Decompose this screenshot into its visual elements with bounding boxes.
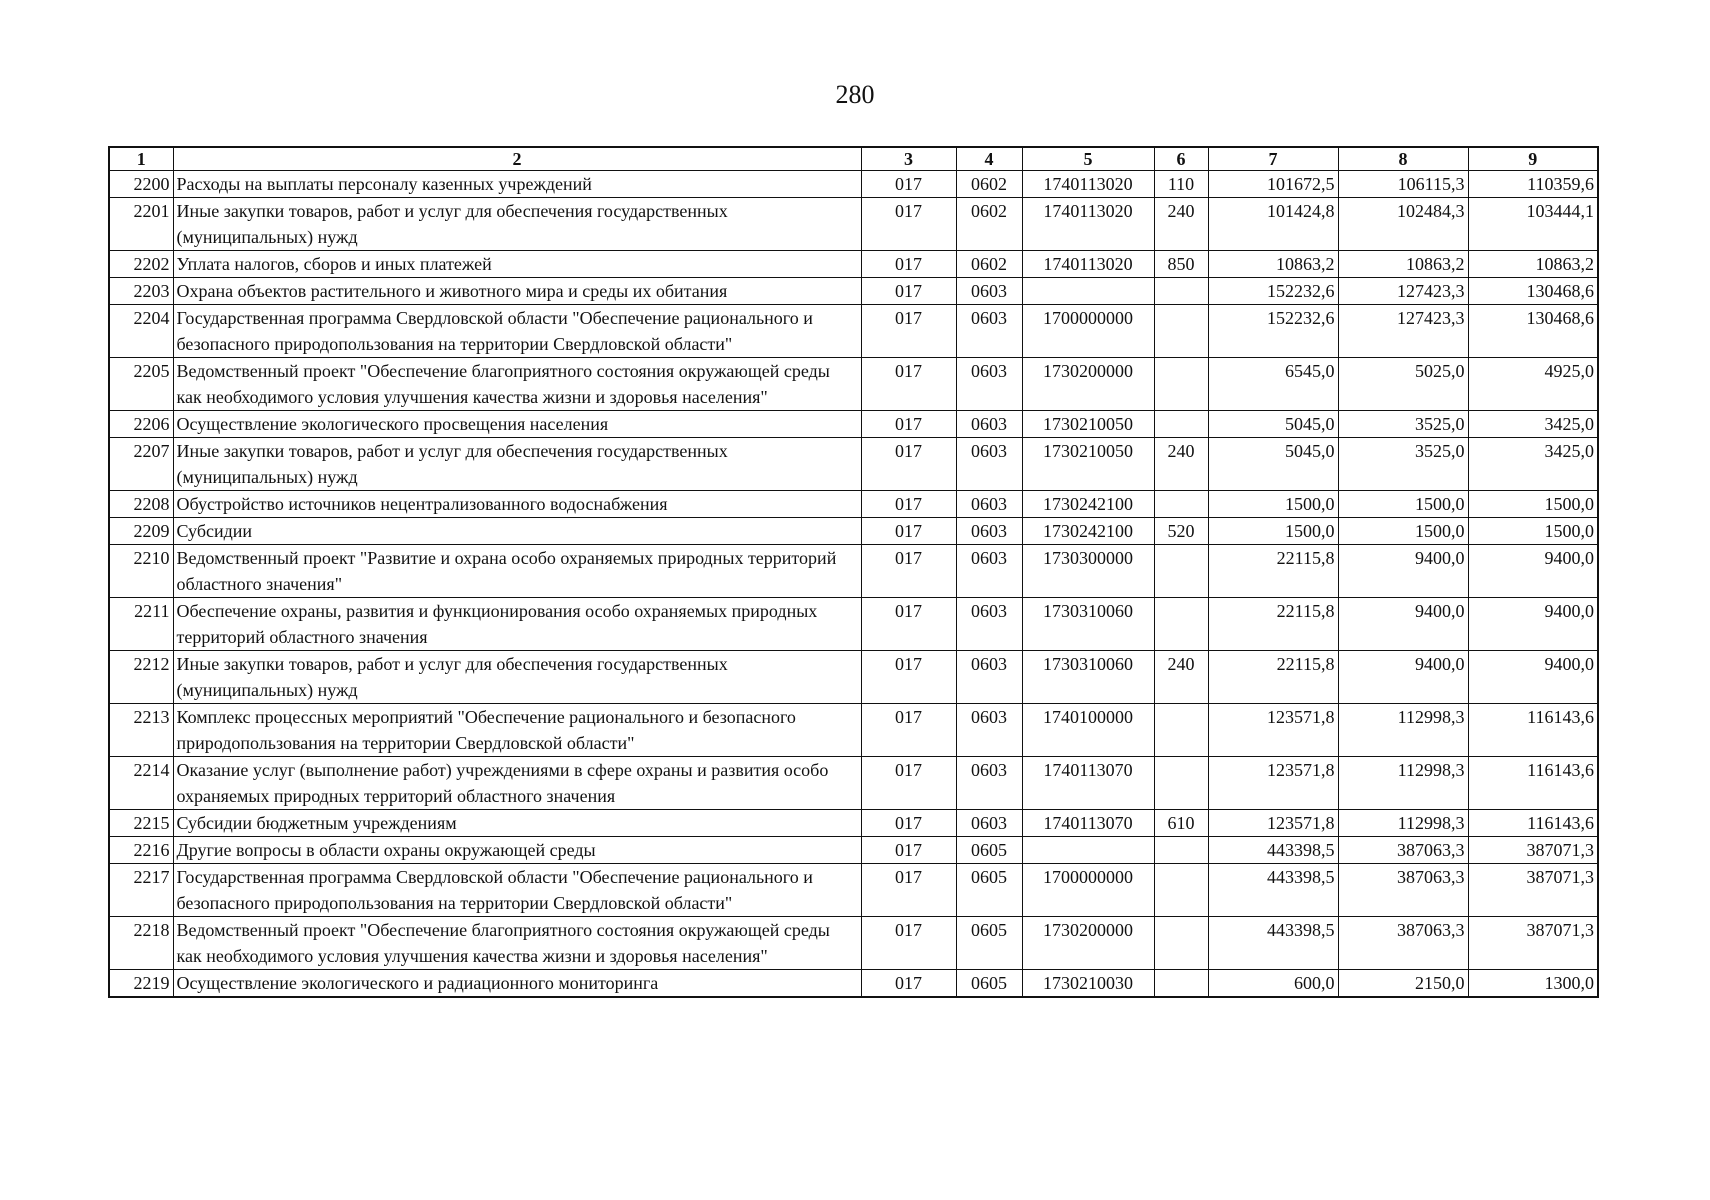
section-code: 0603 [956,438,1022,491]
table-row [109,545,1598,598]
expense-name: Иные закупки товаров, работ и услуг для обеспечения государственных (муниципальных) нужд [173,438,861,491]
expense-name: Ведомственный проект "Развитие и охрана особо охраняемых природных территорий областного значения" [173,545,861,598]
amount-year-2: 127423,3 [1338,278,1468,305]
section-code: 0605 [956,970,1022,998]
table-row [109,198,1598,251]
section-code: 0605 [956,864,1022,917]
expense-type-code: 240 [1154,651,1208,704]
ministry-code: 017 [861,358,956,411]
amount-year-3: 130468,6 [1468,278,1598,305]
section-code: 0605 [956,917,1022,970]
expense-type-code: 850 [1154,251,1208,278]
target-article-code: 1730310060 [1022,651,1154,704]
row-number: 2215 [109,810,173,837]
table-row [109,358,1598,411]
ministry-code: 017 [861,305,956,358]
amount-year-1: 443398,5 [1208,917,1338,970]
ministry-code: 017 [861,704,956,757]
amount-year-1: 5045,0 [1208,438,1338,491]
amount-year-1: 443398,5 [1208,837,1338,864]
table-body [109,171,1598,998]
table-row [109,278,1598,305]
target-article-code: 1740113020 [1022,198,1154,251]
amount-year-2: 387063,3 [1338,917,1468,970]
section-code: 0603 [956,518,1022,545]
row-number: 2214 [109,757,173,810]
ministry-code: 017 [861,810,956,837]
amount-year-2: 387063,3 [1338,837,1468,864]
ministry-code: 017 [861,518,956,545]
expense-name: Субсидии бюджетным учреждениям [173,810,861,837]
row-number: 2200 [109,171,173,198]
row-number: 2216 [109,837,173,864]
ministry-code: 017 [861,491,956,518]
amount-year-3: 387071,3 [1468,864,1598,917]
expense-type-code [1154,491,1208,518]
expense-name: Охрана объектов растительного и животного мира и среды их обитания [173,278,861,305]
amount-year-1: 22115,8 [1208,651,1338,704]
column-header: 1 [109,147,173,171]
amount-year-3: 9400,0 [1468,651,1598,704]
expense-type-code [1154,970,1208,998]
expense-type-code: 240 [1154,198,1208,251]
expense-name: Расходы на выплаты персоналу казенных учреждений [173,171,861,198]
target-article-code: 1730210050 [1022,411,1154,438]
expense-type-code [1154,545,1208,598]
expense-name: Ведомственный проект "Обеспечение благоприятного состояния окружающей среды как необходимого условия улучшения качества жизни и здоровья населения" [173,358,861,411]
expense-name: Иные закупки товаров, работ и услуг для обеспечения государственных (муниципальных) нужд [173,198,861,251]
column-header: 6 [1154,147,1208,171]
amount-year-3: 116143,6 [1468,704,1598,757]
row-number: 2209 [109,518,173,545]
expense-name: Обеспечение охраны, развития и функционирования особо охраняемых природных территорий областного значения [173,598,861,651]
column-header: 5 [1022,147,1154,171]
section-code: 0603 [956,598,1022,651]
amount-year-1: 1500,0 [1208,518,1338,545]
amount-year-3: 10863,2 [1468,251,1598,278]
amount-year-2: 102484,3 [1338,198,1468,251]
ministry-code: 017 [861,757,956,810]
amount-year-3: 9400,0 [1468,598,1598,651]
expense-name: Ведомственный проект "Обеспечение благоприятного состояния окружающей среды как необходимого условия улучшения качества жизни и здоровья населения" [173,917,861,970]
section-code: 0603 [956,704,1022,757]
expense-name: Осуществление экологического и радиационного мониторинга [173,970,861,998]
column-header: 3 [861,147,956,171]
ministry-code: 017 [861,545,956,598]
amount-year-3: 3425,0 [1468,438,1598,491]
amount-year-2: 2150,0 [1338,970,1468,998]
table-row [109,491,1598,518]
section-code: 0603 [956,491,1022,518]
section-code: 0603 [956,358,1022,411]
expense-type-code [1154,917,1208,970]
column-header: 4 [956,147,1022,171]
ministry-code: 017 [861,251,956,278]
amount-year-3: 9400,0 [1468,545,1598,598]
amount-year-2: 127423,3 [1338,305,1468,358]
table-row [109,837,1598,864]
amount-year-1: 123571,8 [1208,757,1338,810]
expense-name: Субсидии [173,518,861,545]
expense-name: Обустройство источников нецентрализованного водоснабжения [173,491,861,518]
section-code: 0603 [956,411,1022,438]
amount-year-1: 22115,8 [1208,598,1338,651]
amount-year-1: 152232,6 [1208,278,1338,305]
amount-year-2: 9400,0 [1338,598,1468,651]
column-header: 2 [173,147,861,171]
row-number: 2206 [109,411,173,438]
expense-type-code: 240 [1154,438,1208,491]
expense-name: Иные закупки товаров, работ и услуг для обеспечения государственных (муниципальных) нужд [173,651,861,704]
expense-type-code [1154,704,1208,757]
budget-table [108,146,1599,998]
expense-type-code [1154,305,1208,358]
table-row [109,305,1598,358]
section-code: 0603 [956,278,1022,305]
table-row [109,251,1598,278]
ministry-code: 017 [861,278,956,305]
section-code: 0603 [956,305,1022,358]
table-row [109,757,1598,810]
target-article-code: 1740113020 [1022,171,1154,198]
amount-year-2: 112998,3 [1338,810,1468,837]
amount-year-2: 9400,0 [1338,651,1468,704]
amount-year-1: 443398,5 [1208,864,1338,917]
table-row [109,518,1598,545]
target-article-code: 1700000000 [1022,305,1154,358]
table-row [109,810,1598,837]
ministry-code: 017 [861,917,956,970]
row-number: 2218 [109,917,173,970]
ministry-code: 017 [861,198,956,251]
row-number: 2202 [109,251,173,278]
amount-year-2: 387063,3 [1338,864,1468,917]
amount-year-1: 10863,2 [1208,251,1338,278]
amount-year-3: 1300,0 [1468,970,1598,998]
amount-year-1: 123571,8 [1208,704,1338,757]
row-number: 2210 [109,545,173,598]
amount-year-2: 3525,0 [1338,411,1468,438]
target-article-code: 1730300000 [1022,545,1154,598]
amount-year-2: 10863,2 [1338,251,1468,278]
target-article-code: 1730210030 [1022,970,1154,998]
amount-year-1: 22115,8 [1208,545,1338,598]
row-number: 2208 [109,491,173,518]
row-number: 2201 [109,198,173,251]
target-article-code: 1740113020 [1022,251,1154,278]
row-number: 2204 [109,305,173,358]
amount-year-1: 5045,0 [1208,411,1338,438]
table-row [109,411,1598,438]
ministry-code: 017 [861,598,956,651]
table-row [109,864,1598,917]
expense-type-code [1154,598,1208,651]
amount-year-1: 101424,8 [1208,198,1338,251]
expense-name: Другие вопросы в области охраны окружающей среды [173,837,861,864]
target-article-code: 1730310060 [1022,598,1154,651]
column-header: 8 [1338,147,1468,171]
row-number: 2219 [109,970,173,998]
ministry-code: 017 [861,837,956,864]
table-row [109,438,1598,491]
expense-type-code [1154,411,1208,438]
expense-type-code [1154,837,1208,864]
ministry-code: 017 [861,411,956,438]
target-article-code: 1730242100 [1022,491,1154,518]
ministry-code: 017 [861,651,956,704]
section-code: 0605 [956,837,1022,864]
amount-year-1: 1500,0 [1208,491,1338,518]
expense-type-code [1154,864,1208,917]
target-article-code: 1740113070 [1022,810,1154,837]
amount-year-2: 1500,0 [1338,518,1468,545]
column-header: 9 [1468,147,1598,171]
amount-year-3: 1500,0 [1468,518,1598,545]
target-article-code: 1740100000 [1022,704,1154,757]
row-number: 2212 [109,651,173,704]
target-article-code: 1730200000 [1022,917,1154,970]
row-number: 2205 [109,358,173,411]
amount-year-3: 116143,6 [1468,810,1598,837]
amount-year-1: 600,0 [1208,970,1338,998]
target-article-code [1022,837,1154,864]
amount-year-3: 110359,6 [1468,171,1598,198]
expense-type-code [1154,358,1208,411]
section-code: 0602 [956,198,1022,251]
section-code: 0602 [956,251,1022,278]
amount-year-3: 130468,6 [1468,305,1598,358]
amount-year-3: 103444,1 [1468,198,1598,251]
target-article-code: 1730210050 [1022,438,1154,491]
expense-name: Комплекс процессных мероприятий "Обеспечение рационального и безопасного природопользования на территории Свердловской области" [173,704,861,757]
target-article-code: 1730200000 [1022,358,1154,411]
table-row [109,917,1598,970]
section-code: 0603 [956,810,1022,837]
row-number: 2217 [109,864,173,917]
ministry-code: 017 [861,171,956,198]
table-row [109,704,1598,757]
expense-name: Оказание услуг (выполнение работ) учреждениями в сфере охраны и развития особо охраняемых природных территорий областного значения [173,757,861,810]
section-code: 0602 [956,171,1022,198]
ministry-code: 017 [861,864,956,917]
target-article-code [1022,278,1154,305]
amount-year-1: 6545,0 [1208,358,1338,411]
expense-type-code: 110 [1154,171,1208,198]
expense-type-code: 520 [1154,518,1208,545]
amount-year-3: 1500,0 [1468,491,1598,518]
expense-name: Уплата налогов, сборов и иных платежей [173,251,861,278]
section-code: 0603 [956,757,1022,810]
target-article-code: 1700000000 [1022,864,1154,917]
page-number: 280 [835,80,875,109]
target-article-code: 1740113070 [1022,757,1154,810]
amount-year-1: 123571,8 [1208,810,1338,837]
table-row [109,651,1598,704]
section-code: 0603 [956,651,1022,704]
expense-name: Государственная программа Свердловской области "Обеспечение рационального и безопасного природопользования на территории Свердловской области" [173,864,861,917]
amount-year-2: 5025,0 [1338,358,1468,411]
amount-year-1: 152232,6 [1208,305,1338,358]
amount-year-2: 106115,3 [1338,171,1468,198]
amount-year-3: 116143,6 [1468,757,1598,810]
expense-name: Осуществление экологического просвещения населения [173,411,861,438]
amount-year-2: 112998,3 [1338,704,1468,757]
column-header: 7 [1208,147,1338,171]
section-code: 0603 [956,545,1022,598]
table-row [109,171,1598,198]
amount-year-2: 3525,0 [1338,438,1468,491]
expense-type-code [1154,278,1208,305]
expense-type-code: 610 [1154,810,1208,837]
amount-year-2: 1500,0 [1338,491,1468,518]
amount-year-3: 387071,3 [1468,917,1598,970]
amount-year-3: 3425,0 [1468,411,1598,438]
amount-year-1: 101672,5 [1208,171,1338,198]
row-number: 2211 [109,598,173,651]
target-article-code: 1730242100 [1022,518,1154,545]
amount-year-2: 112998,3 [1338,757,1468,810]
table-row [109,970,1598,998]
expense-type-code [1154,757,1208,810]
amount-year-3: 4925,0 [1468,358,1598,411]
expense-name: Государственная программа Свердловской области "Обеспечение рационального и безопасного природопользования на территории Свердловской области" [173,305,861,358]
header-row [109,147,1598,171]
ministry-code: 017 [861,970,956,998]
ministry-code: 017 [861,438,956,491]
amount-year-3: 387071,3 [1468,837,1598,864]
row-number: 2203 [109,278,173,305]
row-number: 2207 [109,438,173,491]
table-row [109,598,1598,651]
amount-year-2: 9400,0 [1338,545,1468,598]
row-number: 2213 [109,704,173,757]
